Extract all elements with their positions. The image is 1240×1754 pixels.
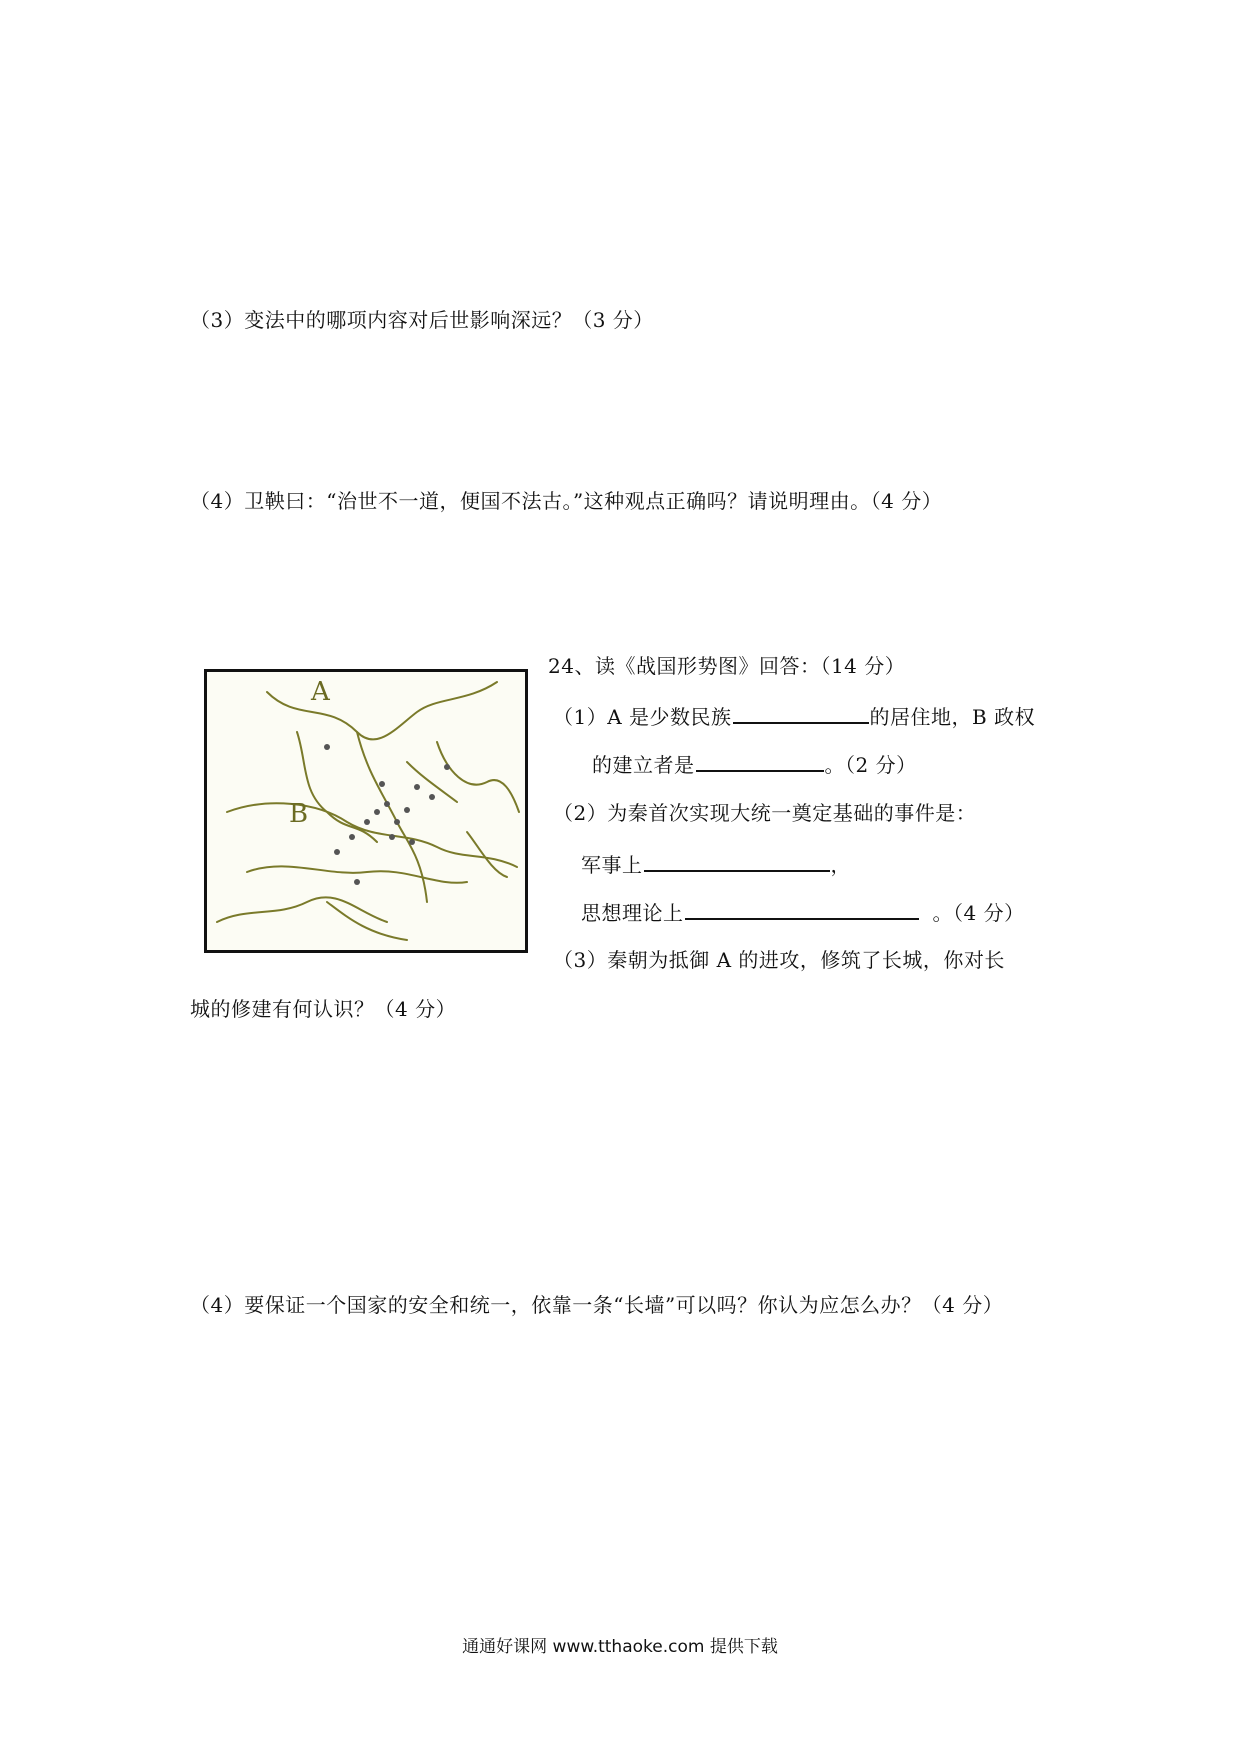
q24-part2-military — [581, 850, 851, 878]
map-city-dots — [324, 744, 450, 885]
q24-part4: （4）要保证一个国家的安全和统一，依靠一条“长墙”可以吗？你认为应怎么办？（4 分） — [190, 1293, 1004, 1317]
warring-states-map — [204, 669, 528, 953]
q23-part4: （4）卫鞅曰：“治世不一道，便国不法古。”这种观点正确吗？请说明理由。（4 分） — [190, 489, 943, 513]
answer-blank-minority[interactable] — [733, 702, 869, 724]
q24-part1-text-c: 的建立者是 — [592, 753, 695, 777]
map-river — [437, 742, 519, 812]
answer-blank-founder[interactable] — [696, 750, 824, 772]
q24-title: 24、读《战国形势图》回答：（14 分） — [548, 654, 906, 678]
map-river — [267, 682, 497, 739]
map-label-a: A — [311, 677, 330, 707]
map-label-b: B — [289, 799, 309, 829]
q24-part1-text-b: 的居住地，B 政权 — [869, 705, 1036, 729]
q24-part1-line1 — [553, 702, 1035, 730]
q24-part1-text-a: （1）A 是少数民族 — [553, 705, 732, 729]
q23-part3: （3）变法中的哪项内容对后世影响深远？（3 分） — [190, 308, 654, 332]
q24-part1-line2 — [592, 750, 917, 778]
q24-theory-end: 。（4 分） — [932, 901, 1025, 925]
q24-military-label: 军事上 — [581, 853, 643, 877]
footer-source: 通通好课网 www.tthaoke.com 提供下载 — [462, 1637, 778, 1657]
q24-theory-label: 思想理论上 — [581, 901, 684, 925]
q24-part2: （2）为秦首次实现大统一奠定基础的事件是： — [553, 801, 977, 825]
map-river — [327, 902, 407, 940]
map-graphic — [207, 672, 525, 950]
q24-part1-text-d: 。（2 分） — [824, 753, 917, 777]
map-river — [467, 832, 507, 877]
map-river — [297, 732, 377, 842]
q24-part3-line1: （3）秦朝为抵御 A 的进攻，修筑了长城，你对长 — [553, 948, 1005, 972]
q24-part2-theory — [581, 898, 1025, 926]
answer-blank-theory[interactable] — [685, 898, 919, 920]
map-river — [227, 803, 517, 867]
q24-military-end: ， — [830, 853, 851, 877]
answer-blank-military[interactable] — [644, 850, 830, 872]
q24-part3-line2: 城的修建有何认识？（4 分） — [190, 997, 457, 1021]
map-river — [217, 897, 387, 922]
